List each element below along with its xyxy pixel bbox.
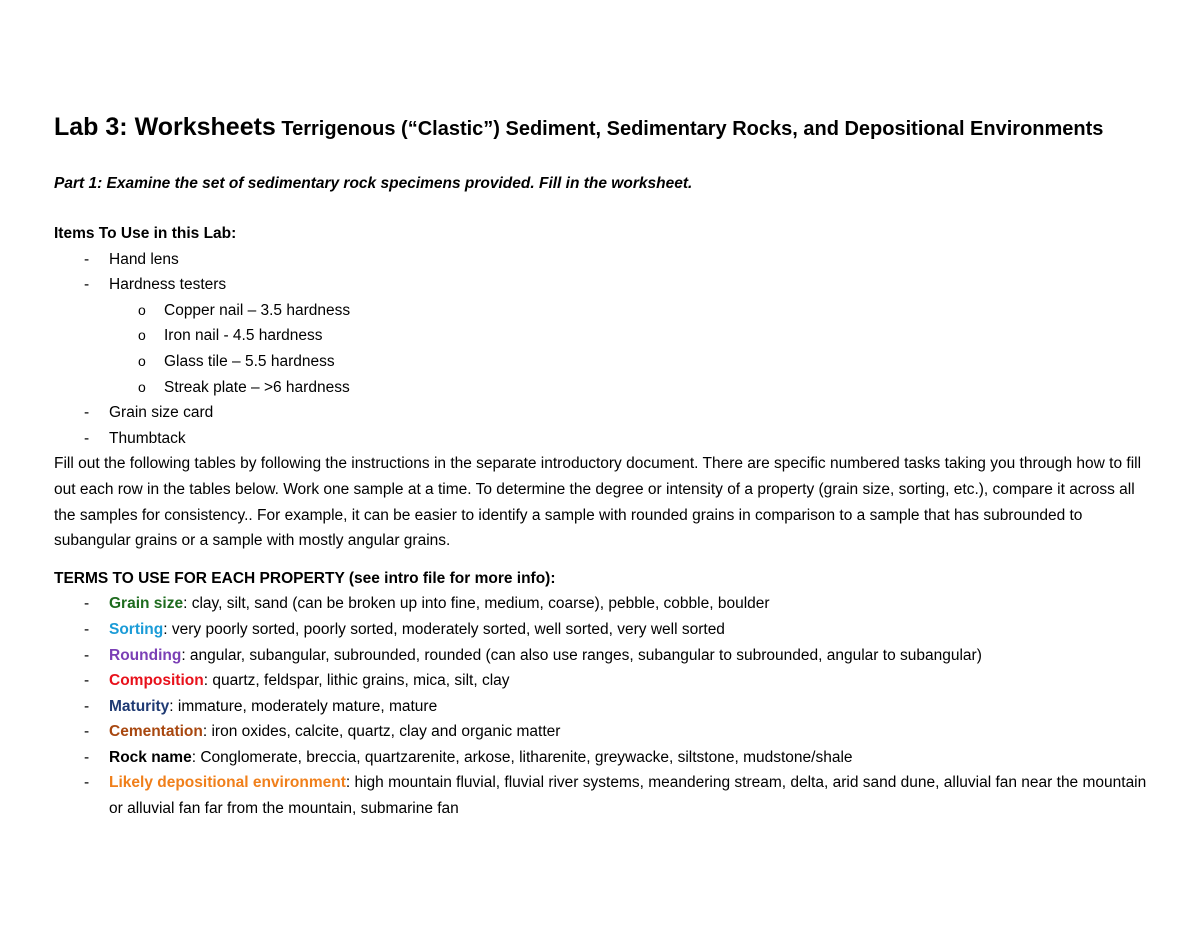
- term-description: : Conglomerate, breccia, quartzarenite, arkose, litharenite, greywacke, siltstone, mudstone/shale: [191, 748, 853, 766]
- term-description: : very poorly sorted, poorly sorted, moderately sorted, well sorted, very well sorted: [163, 620, 725, 638]
- sub-list-item: o Streak plate – >6 hardness: [138, 378, 350, 396]
- term-description: : immature, moderately mature, mature: [169, 697, 438, 715]
- term-label: Grain size: [109, 595, 184, 613]
- term-item: - Sorting: very poorly sorted, poorly sorted, moderately sorted, well sorted, very well sorted: [84, 620, 725, 638]
- terms-heading: TERMS TO USE FOR EACH PROPERTY (see intro file for more info):: [54, 569, 556, 587]
- term-label: Maturity: [109, 697, 170, 715]
- term-item: - Composition: quartz, feldspar, lithic grains, mica, silt, clay: [84, 672, 510, 690]
- term-item: - Rock name: Conglomerate, breccia, quartzarenite, arkose, litharenite, greywacke, siltstone, mudstone/shale: [84, 748, 853, 766]
- term-item: - Likely depositional environment: high mountain fluvial, fluvial river systems, meandering stream, delta, arid sand dune, alluvial fan near the mountain or alluvial fan far from the mountain, submarine fan: [84, 774, 1147, 818]
- title-subtitle: Terrigenous (“Clastic”) Sediment, Sedimentary Rocks, and Depositional Environments: [275, 118, 1104, 140]
- list-item: - Hardness testers: [84, 276, 227, 294]
- term-description: : angular, subangular, subrounded, rounded (can also use ranges, subangular to subrounded, angular to subangular): [181, 646, 982, 664]
- list-item: - Hand lens: [84, 250, 179, 268]
- term-label: Rounding: [109, 646, 182, 664]
- term-label: Sorting: [109, 620, 164, 638]
- title-lead: Lab 3: Worksheets: [54, 113, 276, 141]
- sub-list-item: o Copper nail – 3.5 hardness: [138, 301, 351, 319]
- term-item: - Rounding: angular, subangular, subrounded, rounded (can also use ranges, subangular to subrounded, angular to subangular): [84, 646, 982, 664]
- list-item: - Grain size card: [84, 404, 214, 422]
- term-item: - Cementation: iron oxides, calcite, quartz, clay and organic matter: [84, 723, 561, 741]
- term-label: Rock name: [109, 748, 192, 766]
- term-label: Likely depositional environment: [109, 774, 346, 792]
- document-page: [54, 108, 1154, 822]
- term-item: - Grain size: clay, silt, sand (can be broken up into fine, medium, coarse), pebble, cobble, boulder: [84, 595, 770, 613]
- term-label: Cementation: [109, 723, 203, 741]
- document-title: [54, 108, 1154, 149]
- part1-instruction: Part 1: Examine the set of sedimentary rock specimens provided. Fill in the worksheet.: [54, 175, 693, 192]
- term-label: Composition: [109, 672, 204, 690]
- sub-list-item: o Iron nail - 4.5 hardness: [138, 327, 323, 345]
- sub-list-item: o Glass tile – 5.5 hardness: [138, 352, 335, 370]
- term-description: : high mountain fluvial, fluvial river systems, meandering stream, delta, arid sand dune, alluvial fan near the mountain or alluvial fan far from the mountain, submarine fan: [109, 774, 1147, 818]
- term-description: : iron oxides, calcite, quartz, clay and organic matter: [202, 723, 561, 741]
- instructions-paragraph: Fill out the following tables by following the instructions in the separate introductory document. There are specific numbered tasks taking you through how to fill out each row in the tables below. Work one sample at a time. To determine the degree or intensity of a property (grain size, sorting, etc.), compare it across all the samples for consistency.. For example, it can be easier to identify a sample with rounded grains in comparison to a sample that has subrounded to subangular grains or a sample with mostly angular grains.: [54, 455, 1142, 550]
- list-item: - Thumbtack: [84, 429, 186, 447]
- term-description: : clay, silt, sand (can be broken up into fine, medium, coarse), pebble, cobble, boulder: [183, 595, 770, 613]
- terms-list: [54, 591, 1154, 821]
- items-heading: Items To Use in this Lab:: [54, 225, 237, 242]
- items-list: [54, 247, 1154, 452]
- term-description: : quartz, feldspar, lithic grains, mica, silt, clay: [203, 672, 510, 690]
- term-item: - Maturity: immature, moderately mature, mature: [84, 697, 438, 715]
